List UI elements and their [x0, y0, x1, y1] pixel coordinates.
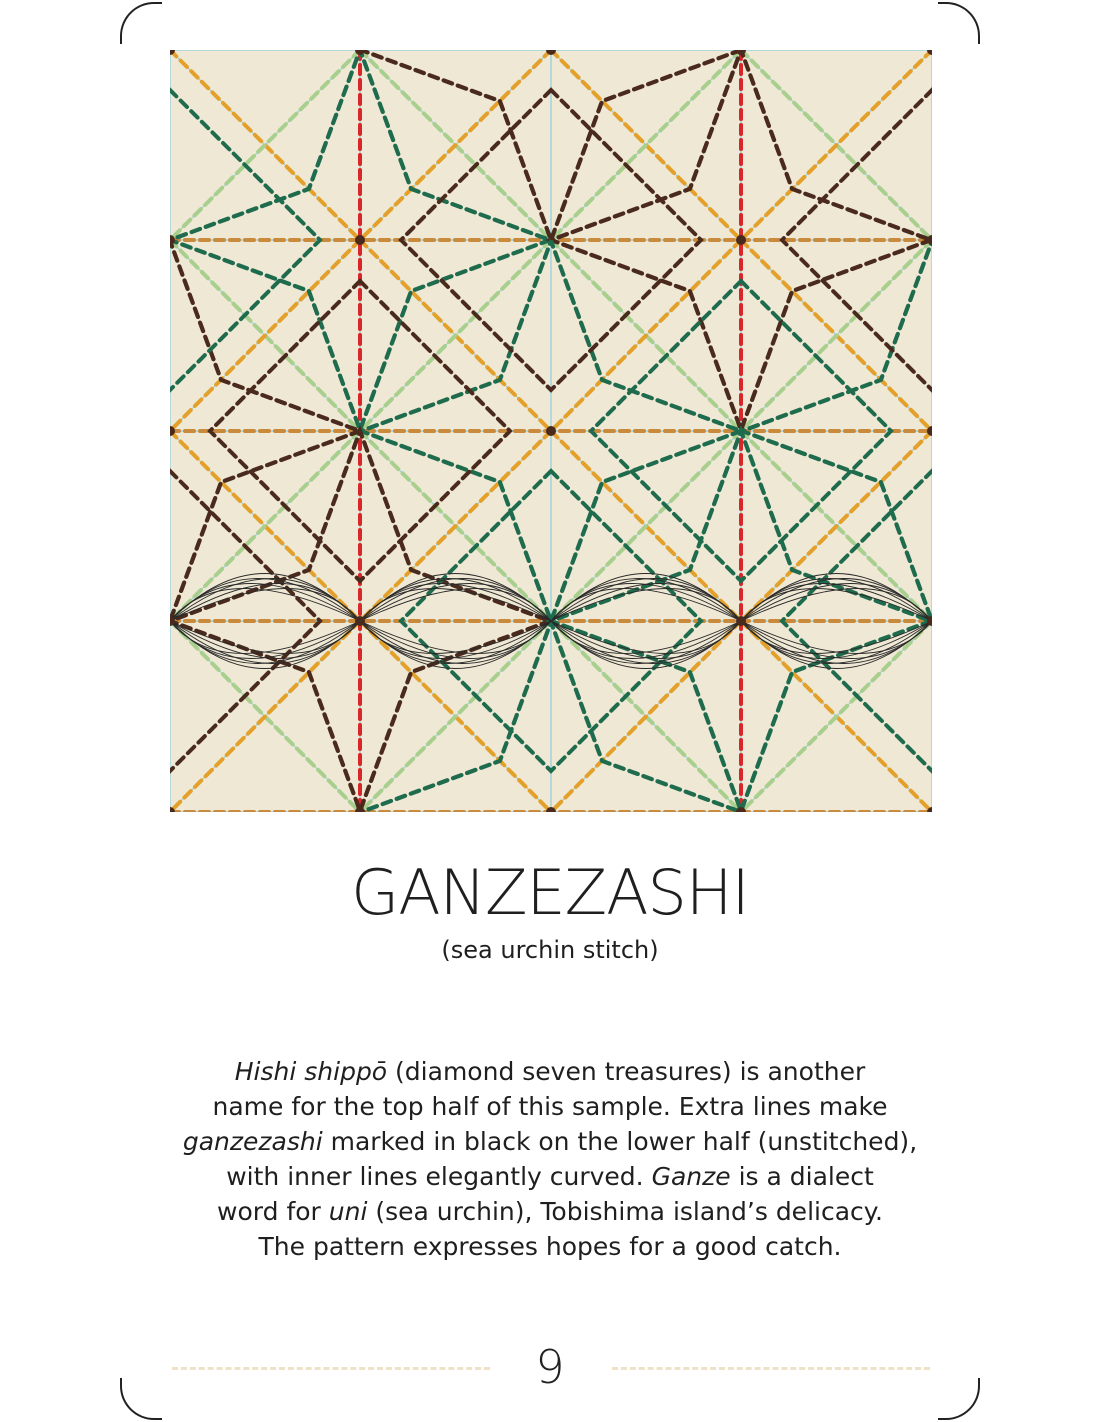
description-text: The pattern expresses hopes for a good catch.: [258, 1232, 842, 1261]
description-text: with inner lines elegantly curved.: [226, 1162, 652, 1191]
description-text: (diamond seven treasures) is another: [387, 1057, 866, 1086]
description-italic-term: Hishi shippō: [234, 1057, 388, 1086]
footer-divider-right: [612, 1367, 930, 1370]
description-text: is a dialect: [730, 1162, 874, 1191]
description-line: [140, 1229, 960, 1264]
stitch-knot: [355, 235, 365, 245]
sashiko-pattern-drawing: [170, 50, 932, 812]
description-italic-term: ganzezashi: [182, 1127, 323, 1156]
stitch-knot: [736, 235, 746, 245]
page-number: 9: [535, 1340, 565, 1394]
card-title: GANZEZASHI: [351, 856, 749, 929]
card-corner-top-right: [938, 2, 980, 44]
stitch-knot: [736, 616, 746, 626]
card-subtitle: (sea urchin stitch): [441, 936, 659, 964]
description-text: word for: [217, 1197, 329, 1226]
description-italic-term: uni: [328, 1197, 368, 1226]
card-corner-top-left: [120, 2, 162, 44]
description-line: [140, 1124, 960, 1159]
sashiko-sample-image: [170, 50, 932, 812]
description-line: [140, 1159, 960, 1194]
description-text: name for the top half of this sample. Extra lines make: [212, 1092, 888, 1121]
description-italic-term: Ganze: [651, 1162, 731, 1191]
stitch-knot: [355, 616, 365, 626]
description-line: [140, 1054, 960, 1089]
description-text: marked in black on the lower half (unstitched),: [322, 1127, 918, 1156]
card-description: [140, 1054, 960, 1264]
description-line: [140, 1194, 960, 1229]
stitch-knot: [546, 426, 556, 436]
description-text: (sea urchin), Tobishima island’s delicacy.: [367, 1197, 883, 1226]
description-line: [140, 1089, 960, 1124]
